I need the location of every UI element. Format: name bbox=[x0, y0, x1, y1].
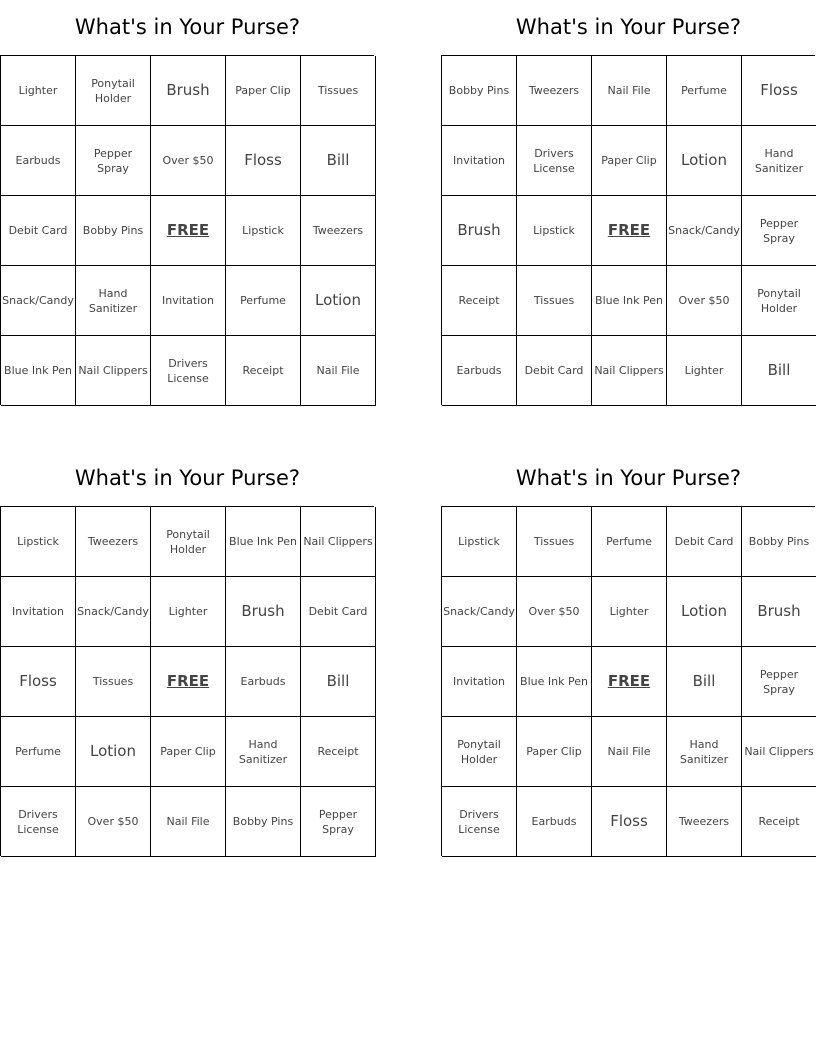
bingo-cell: Tissues bbox=[517, 507, 592, 577]
bingo-cell: Perfume bbox=[1, 717, 76, 787]
bingo-cell: Bobby Pins bbox=[76, 196, 151, 266]
bingo-cell: Receipt bbox=[742, 787, 816, 857]
bingo-cell: Tweezers bbox=[517, 56, 592, 126]
bingo-cell: Ponytail Holder bbox=[76, 56, 151, 126]
card-title: What's in Your Purse? bbox=[74, 15, 301, 39]
bingo-cell: Lighter bbox=[1, 56, 76, 126]
bingo-cell: Invitation bbox=[442, 126, 517, 196]
bingo-cell: Nail Clippers bbox=[592, 336, 667, 406]
bingo-cell: Snack/Candy bbox=[1, 266, 76, 336]
bingo-cell: Tissues bbox=[301, 56, 376, 126]
bingo-cell: Bobby Pins bbox=[226, 787, 301, 857]
bingo-cell: Receipt bbox=[442, 266, 517, 336]
bingo-cell: Nail Clippers bbox=[301, 507, 376, 577]
bingo-cell: Nail File bbox=[592, 56, 667, 126]
free-space-cell: FREE bbox=[592, 196, 667, 266]
bingo-cell: Brush bbox=[442, 196, 517, 266]
bingo-cell: Bill bbox=[667, 647, 742, 717]
bingo-cell: Bill bbox=[301, 126, 376, 196]
bingo-cell: Earbuds bbox=[226, 647, 301, 717]
bingo-cell: Hand Sanitizer bbox=[742, 126, 816, 196]
bingo-cell: Debit Card bbox=[667, 507, 742, 577]
bingo-cell: Paper Clip bbox=[151, 717, 226, 787]
bingo-cell: Floss bbox=[1, 647, 76, 717]
bingo-cell: Floss bbox=[226, 126, 301, 196]
bingo-cell: Lotion bbox=[667, 126, 742, 196]
bingo-cell: Floss bbox=[742, 56, 816, 126]
bingo-cell: Lotion bbox=[301, 266, 376, 336]
bingo-cell: Invitation bbox=[1, 577, 76, 647]
bingo-cell: Debit Card bbox=[517, 336, 592, 406]
bingo-cell: Receipt bbox=[301, 717, 376, 787]
bingo-cell: Snack/Candy bbox=[667, 196, 742, 266]
bingo-cell: Perfume bbox=[226, 266, 301, 336]
card-title: What's in Your Purse? bbox=[74, 466, 301, 490]
bingo-grid bbox=[0, 55, 374, 405]
bingo-cell: Earbuds bbox=[517, 787, 592, 857]
bingo-cell: Tweezers bbox=[301, 196, 376, 266]
bingo-cell: Earbuds bbox=[1, 126, 76, 196]
bingo-cell: Drivers License bbox=[442, 787, 517, 857]
bingo-cell: Pepper Spray bbox=[301, 787, 376, 857]
bingo-grid bbox=[441, 506, 815, 856]
bingo-cell: Lotion bbox=[76, 717, 151, 787]
bingo-cell: Lighter bbox=[151, 577, 226, 647]
bingo-cell: Blue Ink Pen bbox=[226, 507, 301, 577]
bingo-cell: Perfume bbox=[592, 507, 667, 577]
bingo-cell: Nail File bbox=[301, 336, 376, 406]
bingo-cell: Drivers License bbox=[517, 126, 592, 196]
bingo-cell: Pepper Spray bbox=[76, 126, 151, 196]
bingo-cell: Over $50 bbox=[667, 266, 742, 336]
bingo-cell: Blue Ink Pen bbox=[592, 266, 667, 336]
bingo-cell: Ponytail Holder bbox=[151, 507, 226, 577]
free-space-cell: FREE bbox=[151, 647, 226, 717]
free-space-cell: FREE bbox=[151, 196, 226, 266]
bingo-cell: Lighter bbox=[667, 336, 742, 406]
bingo-cell: Paper Clip bbox=[517, 717, 592, 787]
bingo-cell: Paper Clip bbox=[226, 56, 301, 126]
bingo-cell: Over $50 bbox=[517, 577, 592, 647]
bingo-grid bbox=[441, 55, 815, 405]
bingo-cell: Floss bbox=[592, 787, 667, 857]
bingo-cell: Lipstick bbox=[442, 507, 517, 577]
card-title: What's in Your Purse? bbox=[515, 15, 742, 39]
bingo-cell: Paper Clip bbox=[592, 126, 667, 196]
free-space-cell: FREE bbox=[592, 647, 667, 717]
bingo-cell: Tweezers bbox=[76, 507, 151, 577]
bingo-cell: Over $50 bbox=[151, 126, 226, 196]
bingo-cell: Lipstick bbox=[1, 507, 76, 577]
bingo-cell: Lipstick bbox=[517, 196, 592, 266]
bingo-cell: Nail Clippers bbox=[742, 717, 816, 787]
bingo-cell: Bobby Pins bbox=[742, 507, 816, 577]
bingo-cell: Ponytail Holder bbox=[442, 717, 517, 787]
card-title: What's in Your Purse? bbox=[515, 466, 742, 490]
bingo-cell: Tissues bbox=[76, 647, 151, 717]
bingo-card-3 bbox=[0, 451, 375, 856]
bingo-cell: Hand Sanitizer bbox=[76, 266, 151, 336]
bingo-cell: Blue Ink Pen bbox=[517, 647, 592, 717]
bingo-cell: Drivers License bbox=[1, 787, 76, 857]
bingo-cell: Brush bbox=[742, 577, 816, 647]
bingo-cell: Nail File bbox=[592, 717, 667, 787]
bingo-cell: Hand Sanitizer bbox=[667, 717, 742, 787]
bingo-cell: Tweezers bbox=[667, 787, 742, 857]
bingo-cell: Receipt bbox=[226, 336, 301, 406]
bingo-cell: Brush bbox=[226, 577, 301, 647]
bingo-cell: Nail Clippers bbox=[76, 336, 151, 406]
bingo-cell: Brush bbox=[151, 56, 226, 126]
bingo-cell: Pepper Spray bbox=[742, 647, 816, 717]
bingo-cell: Perfume bbox=[667, 56, 742, 126]
bingo-cell: Hand Sanitizer bbox=[226, 717, 301, 787]
bingo-cell: Snack/Candy bbox=[442, 577, 517, 647]
bingo-cell: Invitation bbox=[151, 266, 226, 336]
bingo-cell: Bill bbox=[742, 336, 816, 406]
bingo-cell: Invitation bbox=[442, 647, 517, 717]
bingo-cell: Lotion bbox=[667, 577, 742, 647]
bingo-cell: Drivers License bbox=[151, 336, 226, 406]
bingo-cell: Nail File bbox=[151, 787, 226, 857]
bingo-cell: Bill bbox=[301, 647, 376, 717]
bingo-cell: Over $50 bbox=[76, 787, 151, 857]
bingo-cell: Earbuds bbox=[442, 336, 517, 406]
bingo-cell: Bobby Pins bbox=[442, 56, 517, 126]
bingo-cell: Ponytail Holder bbox=[742, 266, 816, 336]
bingo-cell: Debit Card bbox=[301, 577, 376, 647]
bingo-cell: Pepper Spray bbox=[742, 196, 816, 266]
bingo-cell: Debit Card bbox=[1, 196, 76, 266]
bingo-cell: Lighter bbox=[592, 577, 667, 647]
bingo-grid bbox=[0, 506, 374, 856]
bingo-cell: Lipstick bbox=[226, 196, 301, 266]
bingo-cell: Blue Ink Pen bbox=[1, 336, 76, 406]
bingo-card-2 bbox=[441, 0, 816, 405]
bingo-card-4 bbox=[441, 451, 816, 856]
bingo-cell: Tissues bbox=[517, 266, 592, 336]
bingo-card-1 bbox=[0, 0, 375, 405]
bingo-cell: Snack/Candy bbox=[76, 577, 151, 647]
